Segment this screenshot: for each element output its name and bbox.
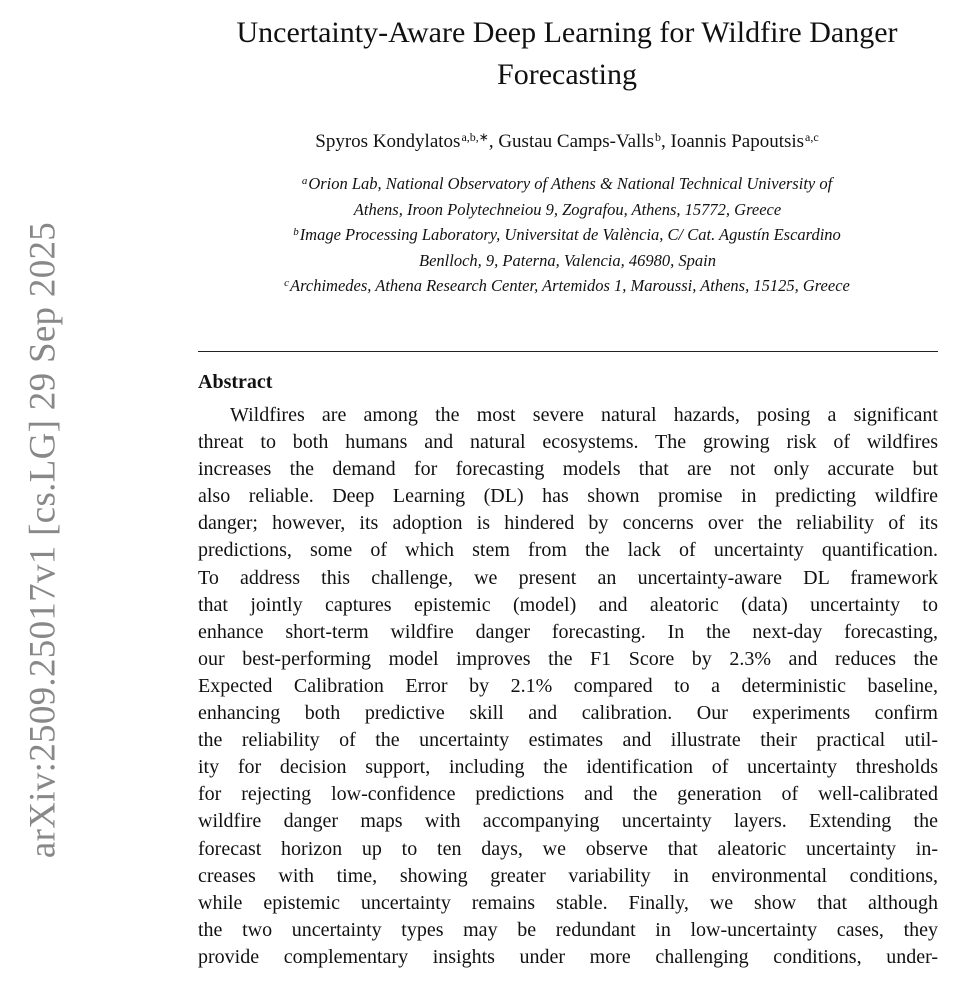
section-divider [198,351,938,352]
paper-title [196,12,938,96]
abstract-line: that jointly captures epistemic (model) and aleatoric (data) uncertainty to [198,593,938,616]
abstract-line: increases the demand for forecasting models that are not only accurate but [198,458,938,481]
abstract-line: threat to both humans and natural ecosystems. The growing risk of wildfires [198,431,938,454]
abstract-line: provide complementary insights under more challenging conditions, under- [198,945,938,968]
abstract-line: our best-performing model improves the F1 Score by 2.3% and reduces the [198,647,938,670]
abstract-line: while epistemic uncertainty remains stable. Finally, we show that although [198,891,938,914]
author-name: Gustau Camps-Valls [498,131,655,152]
author-name: Spyros Kondylatos [315,131,461,152]
affiliation-line [196,247,938,273]
author-affiliation-mark: a,b,∗ [461,130,489,144]
affiliation-line [196,221,938,247]
abstract-line: also reliable. Deep Learning (DL) has shown promise in predicting wildfire [198,485,938,508]
affiliation-text: Image Processing Laboratory, Universitat de València, C/ Cat. Agustín Escardino [299,225,841,245]
abstract-line: for rejecting low-confidence predictions and the generation of well-calibrated [198,783,938,806]
abstract-line: the two uncertainty types may be redundant in low-uncertainty cases, they [198,918,938,941]
author-separator: , [488,131,499,152]
author-list [196,124,938,155]
author-separator: , [661,131,671,152]
abstract-line: enhancing both predictive skill and calibration. Our experiments confirm [198,702,938,725]
affiliation-line [196,272,938,298]
arxiv-identifier-text: arXiv:2509.25017v1 [cs.LG] 29 Sep 2025 [22,221,64,859]
affiliation-line [196,170,938,196]
abstract-line: enhance short-term wildfire danger forecasting. In the next-day forecasting, [198,620,938,643]
abstract-line: creases with time, showing greater variability in environmental conditions, [198,864,938,887]
abstract-line: Wildfires are among the most severe natural hazards, posing a significant [230,404,938,426]
abstract-line: To address this challenge, we present an uncertainty-aware DL framework [198,566,938,589]
affiliation-mark: b [293,226,299,239]
affiliation-mark: c [284,277,290,290]
paper-title-line: Uncertainty-Aware Deep Learning for Wildfire Danger [236,16,898,49]
abstract-line: predictions, some of which stem from the lack of uncertainty quantification. [198,539,938,562]
author-affiliation-mark: b [655,130,662,144]
abstract-body [198,402,938,971]
affiliation-text: Archimedes, Athena Research Center, Artemidos 1, Maroussi, Athens, 15125, Greece [290,276,850,296]
arxiv-identifier-stamp [22,205,64,875]
abstract-heading: Abstract [198,371,273,393]
affiliation-text: Benlloch, 9, Paterna, Valencia, 46980, Spain [419,250,716,270]
paper-title-line: Forecasting [497,58,637,91]
abstract-line: danger; however, its adoption is hindered by concerns over the reliability of its [198,512,938,535]
affiliation-text: Athens, Iroon Polytechneiou 9, Zografou, Athens, 15772, Greece [353,199,782,219]
author-affiliation-mark: a,c [805,130,819,144]
affiliation-text: Orion Lab, National Observatory of Athens & National Technical University of [308,174,833,193]
author-name: Ioannis Papoutsis [670,131,805,152]
affiliation-list [196,170,938,298]
abstract-line: wildfire danger maps with accompanying uncertainty layers. Extending the [198,810,938,833]
affiliation-line [196,196,938,222]
abstract-line: the reliability of the uncertainty estimates and illustrate their practical util- [198,729,938,752]
affiliation-mark: a [301,175,308,187]
abstract-line: forecast horizon up to ten days, we observe that aleatoric uncertainty in- [198,837,938,860]
abstract-line: Expected Calibration Error by 2.1% compared to a deterministic baseline, [198,674,938,697]
abstract-line: ity for decision support, including the identification of uncertainty thresholds [198,756,938,779]
